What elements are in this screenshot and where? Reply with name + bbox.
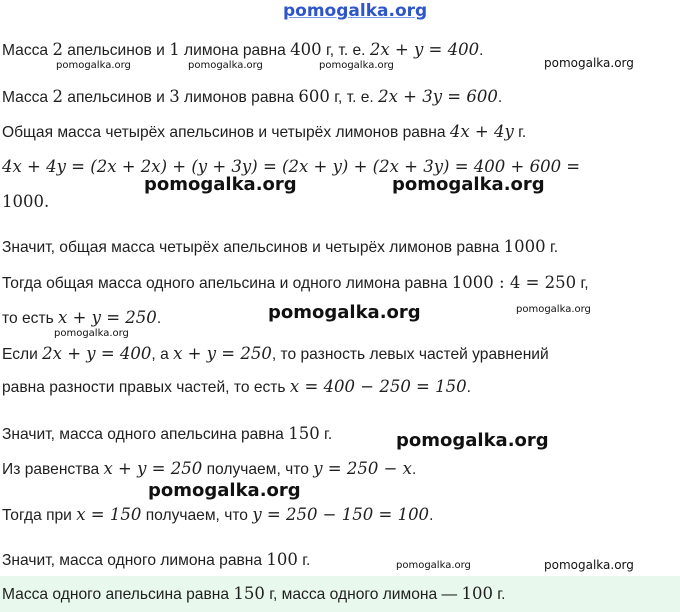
text-segment: то есть [2, 310, 59, 327]
text-line [2, 502, 680, 529]
text-segment: г, т. е. [321, 42, 370, 59]
text-line [2, 456, 680, 483]
math-expression: x + y = 250 [103, 459, 203, 478]
watermark: pomogalka.org [56, 60, 131, 71]
watermark: pomogalka.org [516, 304, 591, 315]
text-segment: лимона равна [179, 42, 291, 59]
text-segment: г. [297, 552, 311, 569]
text-line [2, 84, 680, 111]
number: 100 [461, 584, 493, 603]
watermark: pomogalka.org [544, 56, 634, 70]
number: 150 [288, 424, 320, 443]
number: 1000 [503, 237, 546, 256]
text-line [2, 189, 680, 216]
number: 3 [169, 87, 180, 106]
text-line [2, 270, 680, 297]
text-segment: . [156, 310, 162, 327]
text-segment: , а [151, 346, 174, 363]
watermark: pomogalka.org [188, 60, 263, 71]
watermark: pomogalka.org [54, 328, 129, 339]
text-segment: апельсинов и [62, 89, 170, 106]
text-segment: лимонов равна [179, 89, 299, 106]
watermark: pomogalka.org [396, 560, 471, 571]
text-segment: г, масса одного лимона — [264, 586, 462, 603]
text-segment: г, [576, 275, 589, 292]
text-segment: г. [492, 586, 506, 603]
text-segment: . [411, 461, 417, 478]
math-expression: x + y = 250 [173, 344, 272, 363]
number: 1000 : 4 = 250 [451, 273, 577, 292]
watermark: pomogalka.org [268, 302, 421, 323]
number: 600 [298, 87, 330, 106]
math-expression: x = 150 [76, 505, 142, 524]
text-segment: равна разности правых частей, то есть [2, 379, 290, 396]
text-line [2, 341, 680, 368]
text-segment: г, т. е. [329, 89, 379, 106]
number: 100 [266, 550, 298, 569]
answer-line [2, 581, 680, 608]
text-segment: Значит, масса одного апельсина равна [2, 426, 289, 443]
text-segment: получаем, что [202, 461, 314, 478]
text-segment: Значит, масса одного лимона равна [2, 552, 267, 569]
text-segment: Тогда общая масса одного апельсина и одного лимона равна [2, 275, 452, 292]
math-expression: 2x + 3y = 600 [378, 87, 498, 106]
watermark: pomogalka.org [148, 480, 301, 501]
math-expression: y = 250 − 150 = 100 [252, 505, 430, 524]
text-segment: Из равенства [2, 461, 104, 478]
text-segment: . [466, 379, 471, 396]
watermark: pomogalka.org [144, 174, 297, 195]
number: 400 [290, 40, 322, 59]
watermark: pomogalka.org [396, 430, 549, 451]
text-line [2, 234, 680, 261]
text-segment: Если [2, 346, 43, 363]
text-segment: Масса [2, 42, 53, 59]
text-segment: г. [319, 426, 333, 443]
number: 2 [52, 40, 63, 59]
watermark: pomogalka.org [544, 558, 634, 572]
number: 2 [52, 87, 63, 106]
math-expression: 2x + y = 400 [369, 40, 480, 59]
text-segment: г. [513, 124, 527, 141]
text-segment: г. [545, 239, 559, 256]
text-segment: Масса [2, 89, 53, 106]
watermark: pomogalka.org [392, 174, 545, 195]
text-segment: Тогда при [2, 507, 77, 524]
watermark-link[interactable]: pomogalka.org [283, 1, 428, 21]
text-segment: Общая масса четырёх апельсинов и четырёх лимонов равна [2, 124, 450, 141]
text-line [2, 374, 680, 401]
text-line [2, 154, 680, 181]
text-segment: Масса одного апельсина равна [2, 586, 234, 603]
math-expression: 2x + y = 400 [42, 344, 152, 363]
text-segment: апельсинов и [62, 42, 170, 59]
text-segment: получаем, что [141, 507, 253, 524]
math-expression: y = 250 − x [313, 459, 412, 478]
text-line [2, 421, 680, 448]
text-segment: . [479, 42, 484, 59]
text-line [2, 119, 680, 146]
text-segment: . [497, 89, 503, 106]
math-expression: 4x + 4y = (2x + 2x) + (y + 3y) = (2x + y) + (2x + 3y) = 400 + 600 = [2, 157, 581, 176]
watermark: pomogalka.org [319, 60, 394, 71]
math-expression: 4x + 4y [449, 122, 514, 141]
text-segment: . [429, 507, 434, 524]
math-expression: x = 400 − 250 = 150 [289, 377, 467, 396]
number: 1000. [2, 192, 50, 211]
text-segment: , то разность левых частей уравнений [271, 346, 549, 363]
text-segment: Значит, общая масса четырёх апельсинов и четырёх лимонов равна [2, 239, 504, 256]
math-expression: x + y = 250 [58, 308, 157, 327]
number: 150 [233, 584, 265, 603]
number: 1 [169, 40, 180, 59]
